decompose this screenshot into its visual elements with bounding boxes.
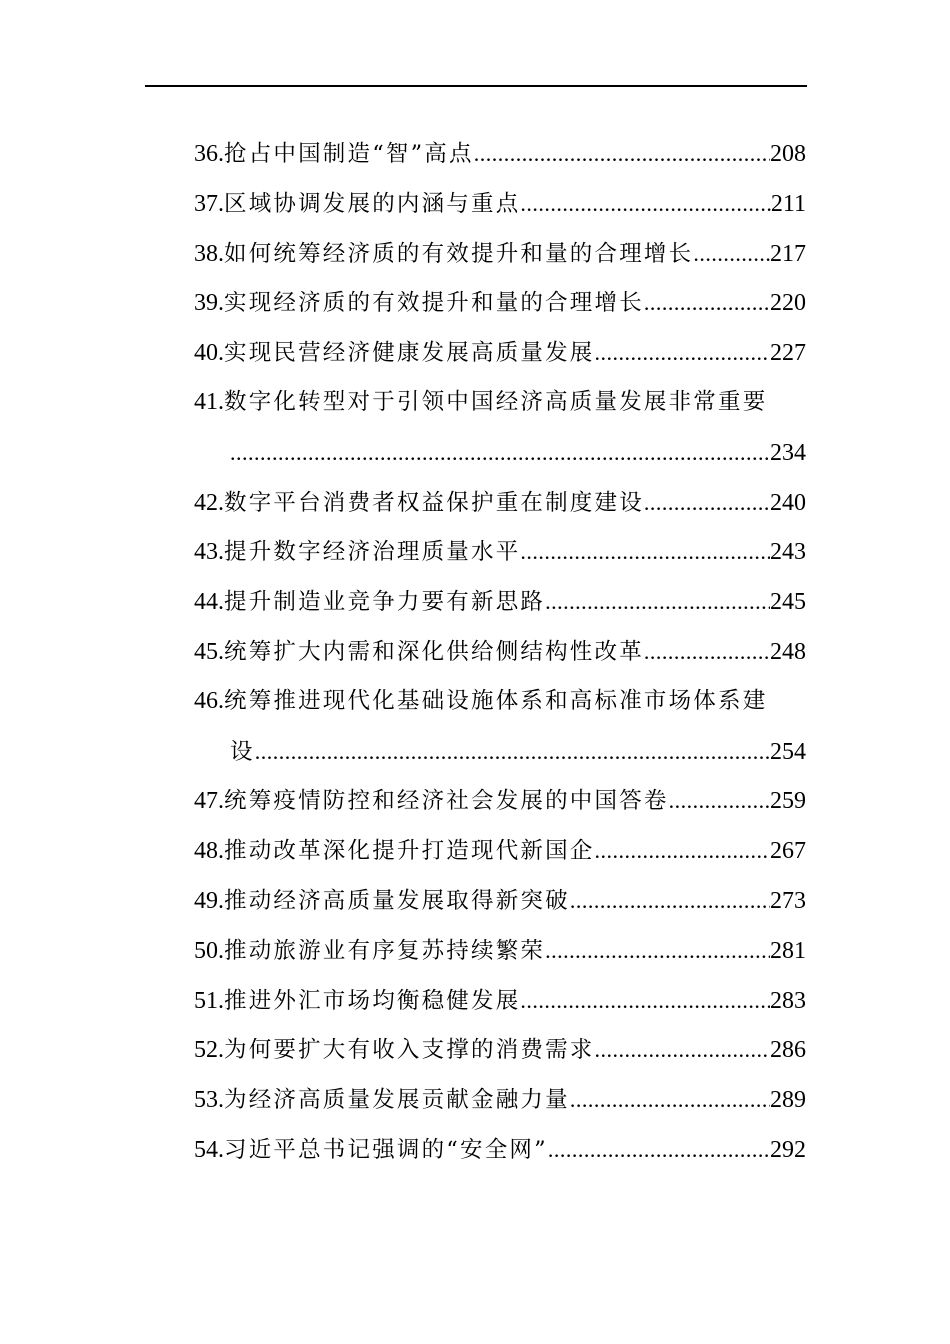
entry-page: 292 — [770, 1136, 806, 1163]
toc-entry[interactable] — [194, 278, 806, 328]
dot-leader — [595, 328, 770, 378]
dot-leader — [693, 229, 770, 279]
toc-entry[interactable] — [194, 677, 806, 727]
toc-entry-continuation[interactable] — [194, 727, 806, 777]
entry-page: 281 — [770, 937, 806, 964]
entry-title: 实现经济质的有效提升和量的合理增长 — [224, 290, 644, 317]
entry-number: 40. — [194, 340, 224, 367]
entry-title: 数字平台消费者权益保护重在制度建设 — [224, 489, 644, 516]
entry-number: 45. — [194, 638, 224, 665]
entry-title: 提升数字经济治理质量水平 — [224, 539, 521, 566]
entry-title: 推动改革深化提升打造现代新国企 — [224, 838, 595, 865]
toc-entry[interactable] — [194, 1125, 806, 1175]
entry-page: 248 — [770, 638, 806, 665]
toc-entry[interactable] — [194, 129, 806, 179]
toc-entry-continuation[interactable] — [194, 428, 806, 478]
entry-title: 为经济高质量发展贡献金融力量 — [224, 1087, 570, 1114]
entry-number: 36. — [194, 141, 224, 167]
entry-page: 245 — [770, 589, 806, 616]
toc-entry[interactable] — [194, 976, 806, 1026]
entry-title: 统筹扩大内需和深化供给侧结构性改革 — [224, 638, 644, 665]
toc-entry[interactable] — [194, 926, 806, 976]
entry-title: 如何统筹经济质的有效提升和量的合理增长 — [224, 240, 694, 267]
entry-number: 46. — [194, 687, 224, 714]
entry-title: 推动经济高质量发展取得新突破 — [224, 887, 570, 914]
entry-number: 52. — [194, 1037, 224, 1064]
entry-page: 220 — [770, 290, 806, 317]
dot-leader — [570, 876, 770, 926]
dot-leader — [644, 627, 770, 677]
entry-title: 推动旅游业有序复苏持续繁荣 — [224, 937, 546, 964]
dot-leader — [595, 826, 770, 876]
header-rule — [145, 85, 807, 87]
entry-number: 43. — [194, 539, 224, 566]
toc-entry[interactable] — [194, 1075, 806, 1125]
entry-number: 38. — [194, 240, 224, 267]
entry-page: 286 — [770, 1037, 806, 1064]
toc-entry[interactable] — [194, 179, 806, 229]
toc-entry[interactable] — [194, 527, 806, 577]
entry-number: 47. — [194, 788, 224, 815]
entry-number: 41. — [194, 388, 224, 415]
entry-number: 44. — [194, 589, 224, 616]
entry-number: 51. — [194, 987, 224, 1014]
entry-title: 区域协调发展的内涵与重点 — [224, 190, 521, 217]
dot-leader — [548, 1125, 770, 1175]
dot-leader — [545, 926, 770, 976]
entry-title: 数字化转型对于引领中国经济高质量发展非常重要 — [224, 388, 768, 415]
entry-number: 49. — [194, 887, 224, 914]
entry-number: 42. — [194, 489, 224, 516]
entry-page: 273 — [770, 887, 806, 914]
entry-page: 289 — [770, 1087, 806, 1114]
toc-entry[interactable] — [194, 627, 806, 677]
dot-leader — [644, 278, 770, 328]
dot-leader — [545, 577, 770, 627]
entry-page: 259 — [770, 788, 806, 815]
entry-number: 54. — [194, 1136, 224, 1163]
toc-entry[interactable] — [194, 577, 806, 627]
entry-title: 提升制造业竞争力要有新思路 — [224, 589, 546, 616]
entry-page: 240 — [770, 489, 806, 516]
dot-leader — [595, 1025, 770, 1075]
toc-entry[interactable] — [194, 328, 806, 378]
entry-title-continuation: 设 — [230, 738, 255, 765]
dot-leader — [520, 976, 770, 1026]
entry-title: 推进外汇市场均衡稳健发展 — [224, 987, 521, 1014]
toc-entry[interactable] — [194, 876, 806, 926]
entry-page: 267 — [770, 838, 806, 865]
dot-leader — [520, 179, 770, 229]
entry-page: 208 — [770, 141, 806, 167]
entry-page: 283 — [770, 987, 806, 1014]
entry-page: 217 — [770, 240, 806, 267]
entry-page: 227 — [770, 340, 806, 367]
dot-leader — [474, 129, 770, 179]
entry-title: 为何要扩大有收入支撑的消费需求 — [224, 1037, 595, 1064]
entry-page: 254 — [770, 738, 806, 765]
toc-entry[interactable] — [194, 378, 806, 428]
entry-page: 234 — [770, 439, 806, 466]
table-of-contents — [194, 129, 806, 1175]
dot-leader — [520, 527, 770, 577]
entry-page: 243 — [770, 539, 806, 566]
toc-entry[interactable] — [194, 826, 806, 876]
entry-title: 抢占中国制造“智”高点 — [224, 141, 474, 167]
entry-title: 统筹推进现代化基础设施体系和高标准市场体系建 — [224, 687, 768, 714]
entry-page: 211 — [770, 190, 806, 217]
toc-entry[interactable] — [194, 776, 806, 826]
toc-entry[interactable] — [194, 229, 806, 279]
dot-leader — [570, 1075, 770, 1125]
entry-number: 48. — [194, 838, 224, 865]
dot-leader — [230, 428, 770, 478]
dot-leader — [255, 727, 770, 777]
dot-leader — [644, 478, 770, 528]
entry-title: 统筹疫情防控和经济社会发展的中国答卷 — [224, 788, 669, 815]
entry-number: 37. — [194, 190, 224, 217]
entry-number: 53. — [194, 1087, 224, 1114]
entry-title: 实现民营经济健康发展高质量发展 — [224, 340, 595, 367]
entry-title: 习近平总书记强调的“安全网” — [224, 1136, 548, 1163]
entry-number: 39. — [194, 290, 224, 317]
entry-number: 50. — [194, 937, 224, 964]
toc-entry[interactable] — [194, 478, 806, 528]
dot-leader — [669, 776, 770, 826]
toc-entry[interactable] — [194, 1025, 806, 1075]
